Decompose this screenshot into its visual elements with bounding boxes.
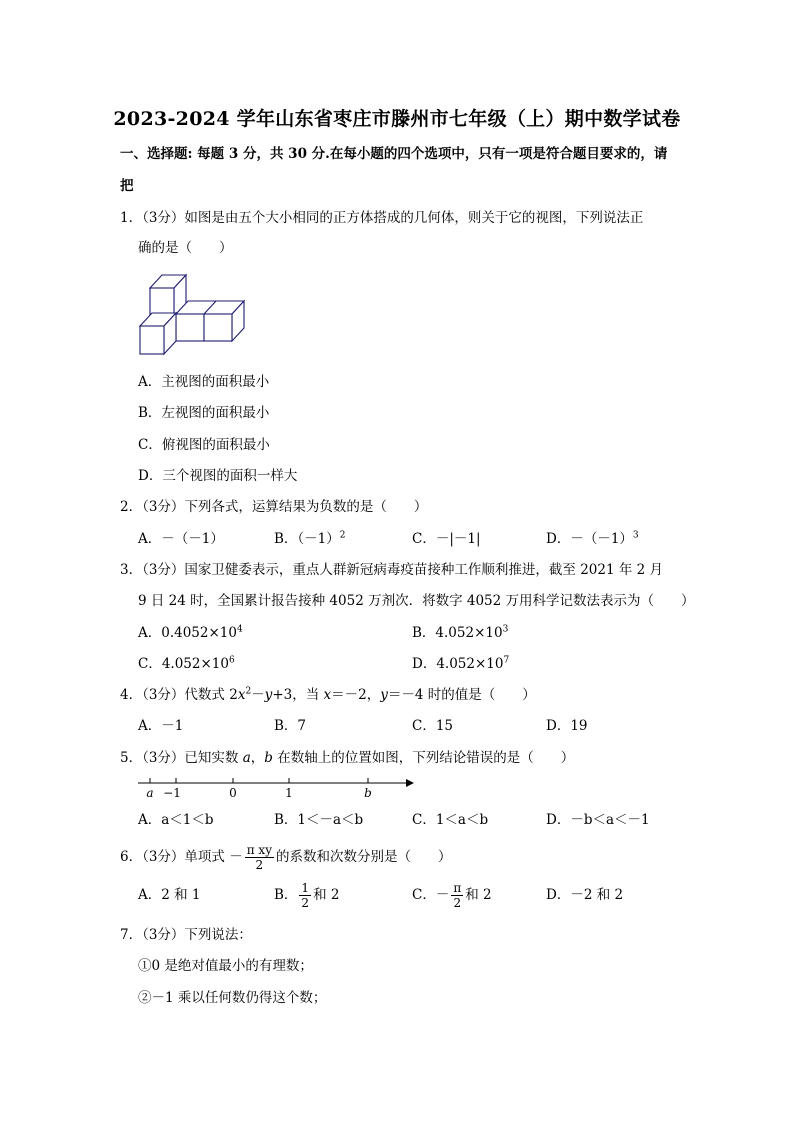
axis-label-a: a <box>146 786 154 800</box>
q1-option-b: B．左视图的面积最小 <box>138 405 270 421</box>
q6-option-a: A．2 和 1 <box>138 887 201 903</box>
q3-option-d <box>412 654 509 674</box>
q6-fraction-numerator: π xy <box>246 843 272 857</box>
section-1-line1: 一、选择题: 每题 3 分，共 30 分.在每小题的四个选项中，只有一项是符合题目要求的，请 <box>120 146 668 162</box>
q4-cond-x: x <box>323 687 332 703</box>
q6-option-b-post: 和 2 <box>313 887 340 903</box>
q7-item-1: ①0 是绝对值最小的有理数； <box>138 958 313 974</box>
axis-label-b: b <box>364 786 372 800</box>
q4-cond-mid1: ＝－2， <box>331 687 381 703</box>
q6-option-c-denominator: 2 <box>453 896 462 910</box>
q6-fraction <box>245 843 274 872</box>
q6-option-b <box>274 880 339 910</box>
q5-number-line <box>136 774 416 800</box>
q4-option-c: C．15 <box>412 718 454 734</box>
q5-option-a: A．a＜1＜b <box>138 812 214 828</box>
q3-option-b-base: B．4.052×10 <box>412 625 503 641</box>
axis-label-1: 1 <box>285 786 293 800</box>
q2-option-b-base: B．（－1） <box>274 531 340 547</box>
q6-option-d: D．－2 和 2 <box>546 887 624 903</box>
section-1-line2: 把 <box>120 178 134 194</box>
q6-stem <box>120 842 451 872</box>
q2-option-d-base: D．－（－1） <box>546 531 633 547</box>
q6-option-b-numerator: 1 <box>301 881 310 895</box>
q4-exp: 2 <box>245 686 252 697</box>
q3-option-c-base: C．4.052×10 <box>138 656 229 672</box>
q5-option-c: C．1＜a＜b <box>412 812 489 828</box>
q5-sep: ， <box>250 750 265 766</box>
q6-fraction-denominator: 2 <box>255 858 264 872</box>
q3-option-a-exp: 4 <box>236 624 243 635</box>
q5-stem-post: 在数轴上的位置如图，下列结论错误的是（ ） <box>272 750 575 766</box>
section-1-heading <box>120 138 680 202</box>
q2-option-d <box>546 529 639 549</box>
q4-stem-post: +3，当 <box>272 687 324 703</box>
q3-stem-line2: 9 日 24 时，全国累计报告接种 4052 万剂次．将数字 4052 万用科学记数法表示为（ ） <box>138 593 695 609</box>
q2-option-c: C．－|－1| <box>412 531 481 547</box>
right-cube-2-front <box>204 314 232 341</box>
q4-cond-mid2: ＝－4 时的值是（ ） <box>387 687 536 703</box>
q3-option-c-exp: 6 <box>228 655 235 666</box>
right-cube-1-front <box>176 314 204 341</box>
q6-option-c <box>412 880 492 910</box>
q1-option-a: A．主视图的面积最小 <box>138 374 270 390</box>
q3-option-d-base: D．4.052×10 <box>412 656 504 672</box>
q4-option-b: B．7 <box>274 718 307 734</box>
q5-var-a: a <box>242 750 251 766</box>
q2-option-b <box>274 529 346 549</box>
q4-option-d: D．19 <box>546 718 588 734</box>
q3-option-a <box>138 623 243 643</box>
q5-var-b: b <box>264 750 273 766</box>
q4-var-y: y <box>264 687 273 703</box>
q1-stem-line1: 1．（3分）如图是由五个大小相同的正方体搭成的几何体，则关于它的视图，下列说法正 <box>120 210 644 226</box>
q3-stem-line1: 3．（3分）国家卫健委表示，重点人群新冠病毒疫苗接种工作顺利推进，截至 2021 年 2 月 <box>120 562 664 578</box>
q2-stem: 2．（3分）下列各式，运算结果为负数的是（ ） <box>120 499 428 515</box>
q6-option-b-pre: B． <box>274 887 298 903</box>
q6-option-b-denominator: 2 <box>301 896 310 910</box>
axis-label-neg1: −1 <box>163 786 181 800</box>
q3-option-a-base: A．0.4052×10 <box>138 625 237 641</box>
q1-cube-figure <box>136 270 248 358</box>
q5-option-b: B．1＜－a＜b <box>274 812 364 828</box>
q4-cond-y: y <box>380 687 388 703</box>
exam-title: 2023-2024 学年山东省枣庄市滕州市七年级（上）期中数学试卷 <box>113 108 681 130</box>
q2-option-a: A．－（－1） <box>138 531 224 547</box>
q4-stem-pre: 4．（3分）代数式 2 <box>120 687 238 703</box>
q6-stem-pre: 6．（3分）单项式 － <box>120 849 243 865</box>
q4-stem <box>120 685 536 705</box>
q7-item-2: ②－1 乘以任何数仍得这个数； <box>138 990 327 1006</box>
q3-option-b-exp: 3 <box>502 624 509 635</box>
q5-stem <box>120 748 574 768</box>
q2-option-b-exp: 2 <box>339 530 346 541</box>
q1-option-d: D．三个视图的面积一样大 <box>138 468 298 484</box>
q4-option-a: A．－1 <box>138 718 184 734</box>
q1-stem-line2: 确的是（ ） <box>138 240 233 256</box>
q1-option-c: C．俯视图的面积最小 <box>138 437 270 453</box>
q5-option-d: D．－b＜a＜－1 <box>546 812 650 828</box>
q6-option-c-fraction <box>451 881 463 910</box>
q3-option-c <box>138 654 235 674</box>
q2-option-d-exp: 3 <box>632 530 639 541</box>
q3-option-d-exp: 7 <box>503 655 510 666</box>
q6-option-c-numerator: π <box>453 881 462 895</box>
q4-var-x: x <box>237 687 246 703</box>
axis-label-0: 0 <box>229 786 237 800</box>
number-line-arrow <box>406 779 414 787</box>
q3-option-b <box>412 623 508 643</box>
q6-stem-post: 的系数和次数分别是（ ） <box>275 849 452 865</box>
q4-minus: － <box>251 687 265 703</box>
q5-stem-pre: 5．（3分）已知实数 <box>120 750 243 766</box>
q6-option-c-post: 和 2 <box>465 887 492 903</box>
q7-stem: 7．（3分）下列说法： <box>120 927 252 943</box>
q6-option-b-fraction <box>299 881 311 910</box>
bottom-cube-front-face <box>140 326 164 354</box>
q6-option-c-pre: C．－ <box>412 887 450 903</box>
